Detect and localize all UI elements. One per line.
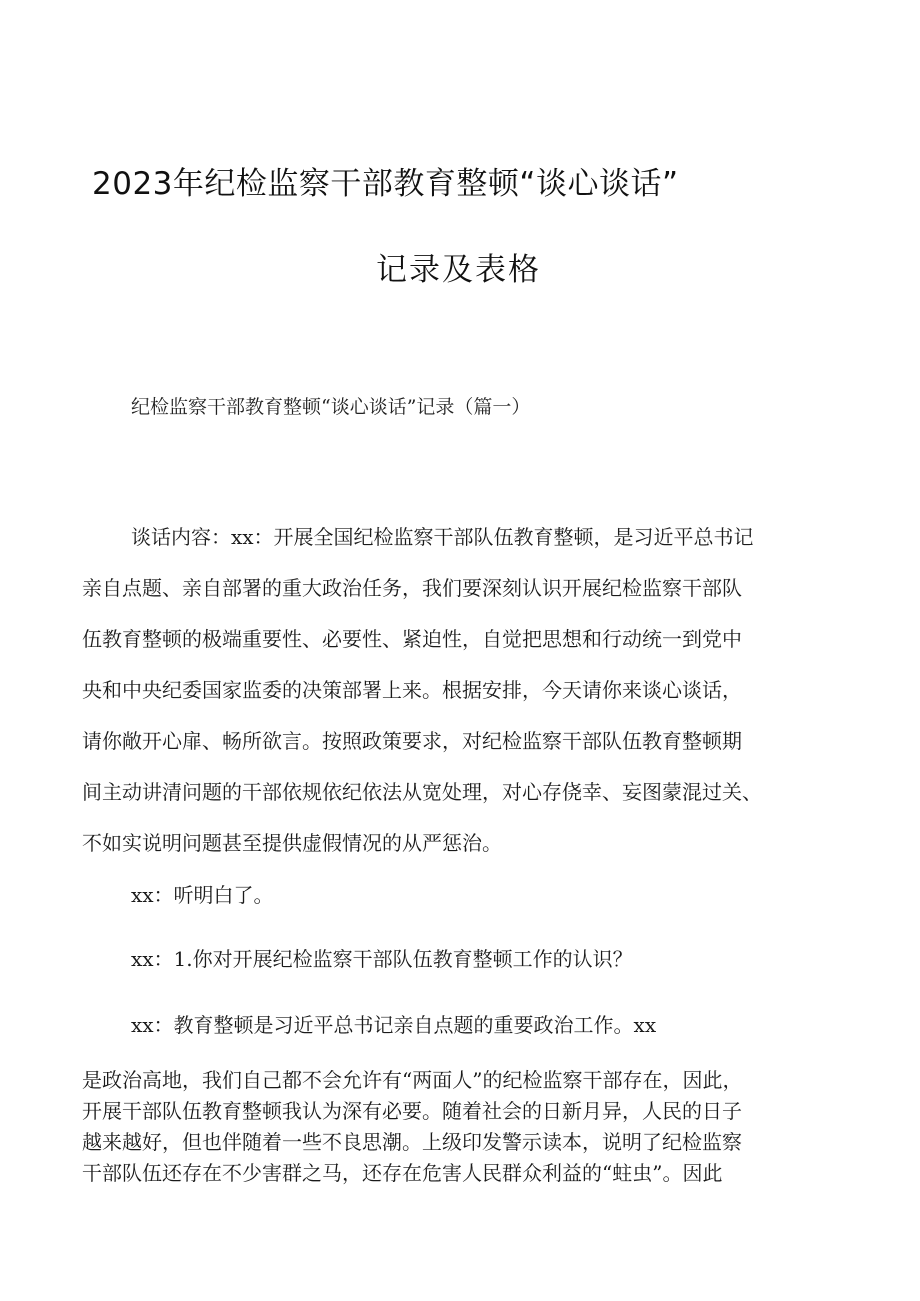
paragraph-conversation-content	[82, 522, 842, 879]
answer-line: 越来越好，但也伴随着一些不良思潮。上级印发警示读本，说明了纪检监察	[82, 1130, 742, 1154]
paragraph-line: 谈话内容：xx：开展全国纪检监察干部队伍教育整顿，是习近平总书记	[131, 525, 754, 549]
answer-continuation	[82, 1065, 842, 1189]
answer-line: 开展干部队伍教育整顿我认为深有必要。随着社会的日新月异，人民的日子	[82, 1099, 742, 1123]
paragraph-line: 不如实说明问题甚至提供虚假情况的从严惩治。	[82, 831, 502, 855]
question-1: xx：1.你对开展纪检监察干部队伍教育整顿工作的认识？	[131, 947, 633, 971]
section-heading: 纪检监察干部教育整顿“谈心谈话”记录（篇一）	[131, 396, 531, 418]
document-title-line-2: 记录及表格	[376, 252, 541, 288]
document-title-line-1: 2023年纪检监察干部教育整顿“谈心谈话”	[92, 166, 679, 202]
paragraph-line: 央和中央纪委国家监委的决策部署上来。根据安排，今天请你来谈心谈话，	[82, 678, 742, 702]
answer-line: 干部队伍还存在不少害群之马，还存在危害人民群众利益的“蛀虫”。因此	[82, 1161, 723, 1185]
reply-understood: xx：听明白了。	[131, 883, 274, 907]
paragraph-line: 间主动讲清问题的干部依规依纪依法从宽处理，对心存侥幸、妄图蒙混过关、	[82, 780, 762, 804]
answer-line: 是政治高地，我们自己都不会允许有“两面人”的纪检监察干部存在，因此，	[82, 1068, 743, 1092]
answer-start: xx：教育整顿是习近平总书记亲自点题的重要政治工作。xx	[131, 1013, 657, 1037]
paragraph-line: 亲自点题、亲自部署的重大政治任务，我们要深刻认识开展纪检监察干部队	[82, 576, 742, 600]
paragraph-line: 伍教育整顿的极端重要性、必要性、紧迫性，自觉把思想和行动统一到党中	[82, 627, 742, 651]
paragraph-line: 请你敞开心扉、畅所欲言。按照政策要求，对纪检监察干部队伍教育整顿期	[82, 729, 742, 753]
